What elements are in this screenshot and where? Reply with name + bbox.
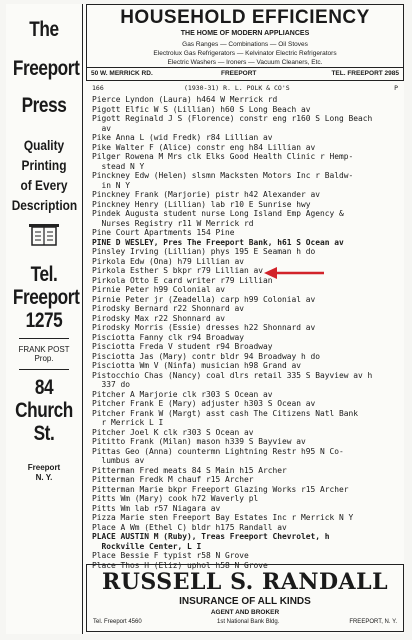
sidebar-street-abbr: St. xyxy=(33,422,55,445)
directory-entry: Pirodsky Max r22 Shonnard av xyxy=(92,313,226,323)
sidebar-freeport: Freeport xyxy=(12,57,80,80)
directory-listings xyxy=(92,95,404,570)
directory-entry: r Merrick L I xyxy=(92,418,164,427)
header-ad-line-2: Electrolux Gas Refrigerators — Kelvinator Electric Refrigerators xyxy=(153,50,337,57)
sidebar-the: The xyxy=(29,18,59,41)
directory-entry: Pike Anna L (wid Fredk) r84 Lillian av xyxy=(92,133,273,142)
sidebar-tel: Tel. xyxy=(30,263,58,286)
footer-ad-footer xyxy=(87,619,403,629)
printing-press-icon xyxy=(29,223,59,249)
directory-entry: av xyxy=(92,123,112,133)
directory-entry: Pilger Rowena M Mrs clk Elks Good Health Clinic r Hemp- xyxy=(92,152,354,161)
directory-entry: Pitts Wm (Mary) cook h72 Waverly pl xyxy=(92,494,259,503)
sidebar-town: Freeport xyxy=(27,463,61,472)
header-ad-line-3: Electric Washers — Ironers — Vacuum Cleaners, Etc. xyxy=(167,59,323,66)
header-ad xyxy=(86,4,404,81)
directory-entry: Pirodsky Bernard r22 Shonnard av xyxy=(92,304,245,313)
footer-ad-phone: Tel. Freeport 4560 xyxy=(93,619,142,625)
directory-entry: Pinckney Henry (Lillian) lab r10 E Sunrise hwy xyxy=(92,199,311,209)
footer-ad-role: AGENT AND BROKER xyxy=(210,609,280,616)
directory-entry: Pittas Geo (Anna) countermn Lightning Restr h95 N Co- xyxy=(92,446,344,456)
directory-entry: Pisciotta Wm V (Ninfa) musician h98 Grand av xyxy=(92,361,302,370)
header-ad-address: 50 W. MERRICK RD. xyxy=(91,70,153,77)
sidebar-ad xyxy=(6,4,83,634)
directory-entry: Nurses Registry r11 W Merrick rd xyxy=(92,218,254,228)
header-ad-phone: TEL. FREEPORT 2985 xyxy=(331,70,399,77)
directory-entry: PINE D WESLEY, Pres The Freeport Bank, h61 S Ocean av xyxy=(92,237,344,247)
directory-entry: Pindek Augusta student nurse Long Island Emp Agency & xyxy=(92,209,344,218)
sidebar-street-name: Church xyxy=(15,399,73,422)
directory-entry: Pisciotta Jas (Mary) contr bldr 94 Broadway h do xyxy=(92,351,321,361)
directory-entry: Pitterman Fred meats 84 S Main h15 Archer xyxy=(92,465,287,475)
sidebar-of-every: of Every xyxy=(20,177,68,193)
directory-entry: Pine Court Apartments 154 Pine xyxy=(92,228,235,237)
sidebar-divider-2 xyxy=(19,369,69,370)
directory-page xyxy=(6,4,404,634)
sidebar-quality: Quality xyxy=(23,137,65,153)
header-ad-footer xyxy=(87,67,403,80)
directory-entry: Pigott Elfic W S (Lillian) h60 S Long Beach av xyxy=(92,104,311,114)
directory-entry: Pinckney Frank (Marjorie) pistr h42 Alexander av xyxy=(92,190,321,199)
directory-entry: Pistocchio Chas (Nancy) coal dlrs retail 335 S Bayview av h xyxy=(92,370,373,380)
sidebar-printing: Printing xyxy=(21,157,67,173)
directory-entry: Pitterman Marie bkpr Freeport Glazing Works r15 Archer xyxy=(92,484,349,494)
sidebar-description: Description xyxy=(11,197,78,213)
publisher-line: (1930-31) R. L. POLK & CO'S xyxy=(184,84,290,92)
directory-entry: Pierce Lyndon (Laura) h464 W Merrick rd xyxy=(92,95,278,104)
directory-entry: Pitcher A Marjorie clk r303 S Ocean av xyxy=(92,389,273,399)
directory-entry: Pitcher Joel K clk r303 S Ocean av xyxy=(92,427,254,437)
directory-entry: Pizza Marie sten Freeport Bay Estates Inc r Merrick N Y xyxy=(92,513,354,522)
directory-entry: stead N Y xyxy=(92,161,145,171)
header-ad-title: HOUSEHOLD EFFICIENCY xyxy=(120,7,370,28)
directory-entry: Pigott Reginald J S (Florence) constr eng r160 S Long Beach xyxy=(92,114,373,123)
directory-entry: Pinsley Irving (Lillian) phys 195 E Seaman h do xyxy=(92,247,316,256)
directory-entry: Place Thos H (Eliz) uphol h58 N Grove xyxy=(92,560,268,570)
directory-entry: Pirkola Edw (Ona) h79 Lillian av xyxy=(92,256,245,266)
footer-ad-tagline: INSURANCE OF ALL KINDS xyxy=(179,596,311,607)
directory-entry: Pike Walter F (Alice) constr eng h84 Lillian av xyxy=(92,142,316,152)
header-ad-line-1: Gas Ranges — Combinations — Oil Stoves xyxy=(182,41,308,48)
sidebar-street-number: 84 xyxy=(34,376,54,399)
section-letter: P xyxy=(394,84,398,92)
directory-entry: Pititto Frank (Milan) mason h339 S Bayview av xyxy=(92,437,306,446)
footer-ad-name: RUSSELL S. RANDALL xyxy=(101,569,389,595)
directory-entry: Pirkola Esther S bkpr r79 Lillian av xyxy=(92,266,264,275)
header-ad-subtitle: THE HOME OF MODERN APPLIANCES xyxy=(180,30,310,37)
directory-entry: Pirnie Peter h99 Colonial av xyxy=(92,285,226,294)
directory-entry: Pirkola Otto E card writer r79 Lillian xyxy=(92,275,273,285)
sidebar-state: N. Y. xyxy=(35,473,53,482)
directory-entry: Pitcher Frank W (Margt) asst cash The Citizens Natl Bank xyxy=(92,408,359,418)
sidebar-tel-city: Freeport xyxy=(12,286,80,309)
directory-entry: Pitcher Frank E (Mary) adjuster h303 S Ocean av xyxy=(92,399,316,408)
sidebar-press: Press xyxy=(21,94,67,117)
sidebar-tel-number: 1275 xyxy=(25,309,63,332)
footer-ad xyxy=(86,564,404,632)
directory-entry: Rockville Center, L I xyxy=(92,541,202,551)
directory-entry: PLACE AUSTIN M (Ruby), Treas Freeport Chevrolet, h xyxy=(92,532,330,541)
header-ad-city: FREEPORT xyxy=(221,70,257,77)
directory-entry: 337 do xyxy=(92,380,131,389)
sidebar-prop: Prop. xyxy=(34,354,54,363)
footer-ad-bank: 1st National Bank Bldg. xyxy=(217,619,280,625)
directory-entry: in N Y xyxy=(92,180,131,190)
directory-entry: Pisciotta Freda V student r94 Broadway xyxy=(92,342,273,351)
sidebar-frank-post: FRANK POST xyxy=(18,345,70,354)
footer-ad-city: FREEPORT, N. Y. xyxy=(349,619,397,625)
sidebar-divider xyxy=(19,338,69,339)
directory-entry: Pitts Wm lab r57 Niagara av xyxy=(92,503,221,513)
directory-entry: Pisciotta Fanny clk r94 Broadway xyxy=(92,332,245,342)
directory-entry: Place Bessie F typist r58 N Grove xyxy=(92,551,249,560)
directory-entry: lumbus av xyxy=(92,456,145,465)
directory-entry: Pirodsky Morris (Essie) dresses h22 Shonnard av xyxy=(92,323,316,332)
page-number: 166 xyxy=(92,84,104,92)
directory-entry: Pinckney Edw (Helen) slsmn Macksten Motors Inc r Baldw- xyxy=(92,171,354,180)
directory-entry: Pitterman Fredk M chauf r15 Archer xyxy=(92,475,254,484)
directory-entry: Place A Wm (Ethel C) bldr h175 Randall av xyxy=(92,522,287,532)
red-arrow-icon xyxy=(264,266,326,280)
page-heading xyxy=(92,84,402,94)
directory-entry: Pirnie Peter jr (Zeadella) carp h99 Colonial av xyxy=(92,294,316,304)
